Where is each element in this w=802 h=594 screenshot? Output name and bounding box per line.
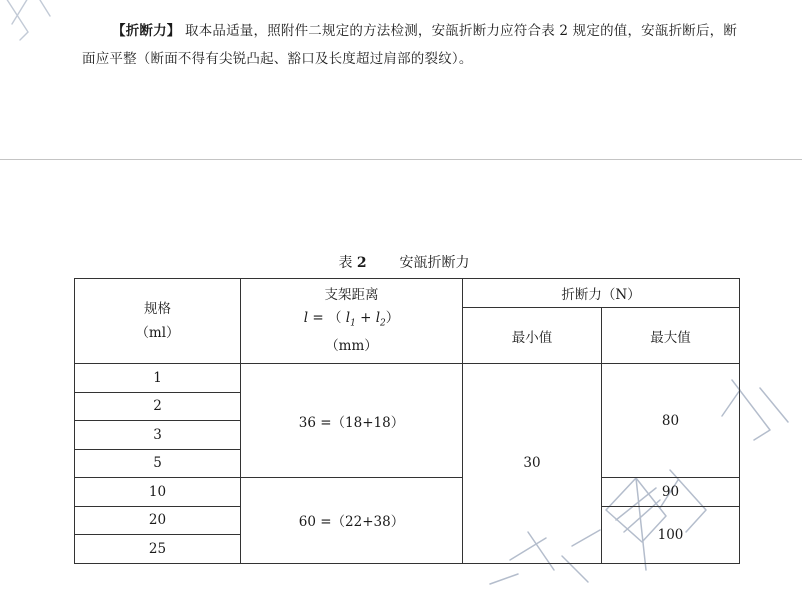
- paragraph-body: 取本品适量，照附件二规定的方法检测，安瓿折断力应符合表 2 规定的值，安瓿折断后，断面应平整（断面不得有尖锐凸起、豁口及长度超过肩部的裂纹）。: [82, 23, 738, 67]
- watermark-fragment-top: [0, 0, 62, 54]
- table-caption: [0, 252, 802, 272]
- cell-spec: 10: [75, 478, 241, 507]
- header-distance-formula: l = （ $l_1 + l_2$）: [303, 309, 400, 329]
- cell-spec: 1: [75, 364, 241, 393]
- header-distance-label: 支架距离: [324, 286, 379, 303]
- header-min: 最小值: [463, 308, 602, 364]
- cell-min-value: 30: [463, 364, 602, 564]
- header-spec-label: 规格: [144, 301, 171, 317]
- header-distance-unit: （mm）: [325, 338, 378, 355]
- caption-title: 安瓿折断力: [399, 255, 470, 271]
- cell-spec: 20: [75, 506, 241, 535]
- cell-distance-a: 36 =（18+18）: [241, 364, 463, 478]
- cell-spec: 5: [75, 449, 241, 478]
- table-row: [75, 478, 740, 507]
- caption-number: 2: [356, 255, 367, 271]
- breaking-force-table: [74, 278, 740, 564]
- header-max: 最大值: [602, 308, 740, 364]
- page-divider: [0, 159, 802, 160]
- caption-prefix: 表: [338, 255, 353, 271]
- cell-distance-b: 60 =（22+38）: [241, 478, 463, 564]
- header-spec-unit: （ml）: [135, 325, 180, 341]
- section-heading: 【折断力】: [112, 23, 181, 39]
- header-force-group: 折断力（N）: [463, 279, 740, 308]
- cell-spec: 3: [75, 421, 241, 450]
- cell-spec: 25: [75, 535, 241, 564]
- breaking-force-paragraph: [82, 17, 742, 73]
- header-distance: [241, 279, 463, 364]
- cell-max-a: 80: [602, 364, 740, 478]
- cell-spec: 2: [75, 392, 241, 421]
- header-spec: [75, 279, 241, 364]
- cell-max-10: 90: [602, 478, 740, 507]
- cell-max-b: 100: [602, 506, 740, 563]
- table-row: [75, 364, 740, 393]
